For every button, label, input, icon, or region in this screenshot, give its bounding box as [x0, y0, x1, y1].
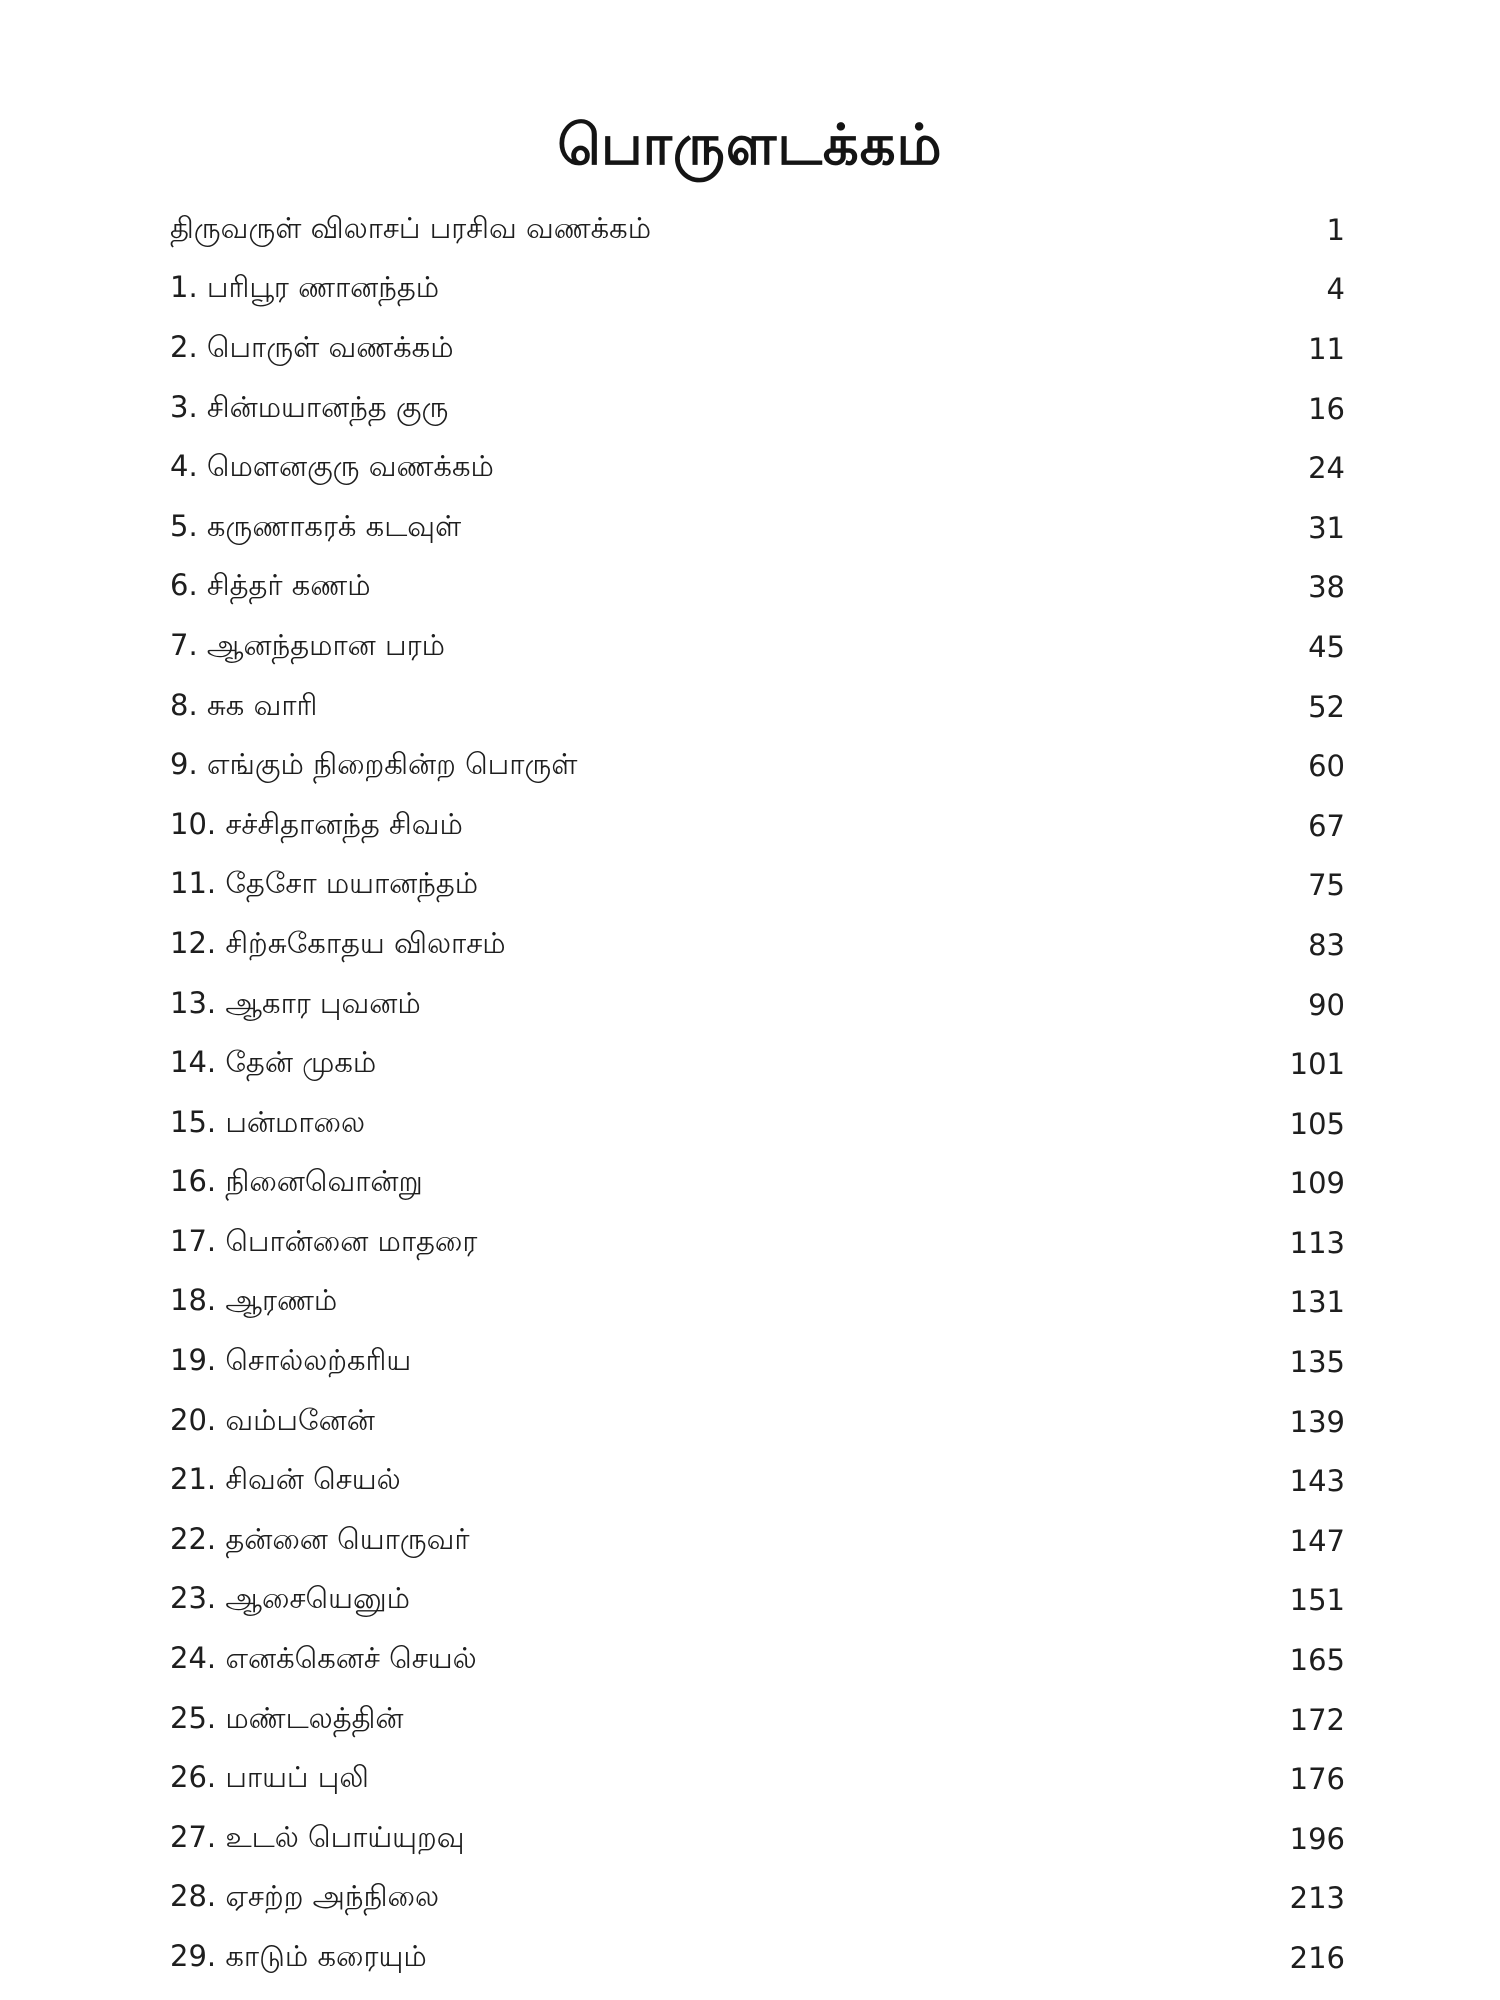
toc-entry-page-number: 216 [1289, 1941, 1345, 1976]
toc-entry [170, 915, 1345, 975]
toc-entry-title: 28. ஏசற்ற அந்நிலை [170, 1879, 440, 1914]
toc-entry-title: 1. பரிபூர ணானந்தம் [170, 270, 440, 305]
toc-entry-title: 24. எனக்கெனச் செயல் [170, 1641, 477, 1676]
toc-entry-title: 4. மௌனகுரு வணக்கம் [170, 449, 494, 484]
toc-entry-title: 20. வம்பனேன் [170, 1402, 375, 1437]
toc-entry-page-number: 52 [1308, 689, 1345, 724]
toc-entry-title: 5. கருணாகரக் கடவுள் [170, 508, 462, 543]
toc-entry-page-number: 60 [1308, 749, 1345, 784]
toc-entry-page-number: 24 [1308, 451, 1345, 486]
toc-entry-page-number: 90 [1308, 987, 1345, 1022]
toc-entry-page-number: 38 [1308, 570, 1345, 605]
table-of-contents [170, 200, 1345, 1988]
toc-entry-title: 6. சித்தர் கணம் [170, 568, 371, 603]
toc-entry [170, 1332, 1345, 1392]
toc-entry-page-number: 172 [1289, 1702, 1345, 1737]
toc-entry-page-number: 176 [1289, 1762, 1345, 1797]
toc-entry-page-number: 147 [1289, 1523, 1345, 1558]
toc-entry-title: 19. சொல்லற்கரிய [170, 1343, 412, 1378]
toc-entry-title: 7. ஆனந்தமான பரம் [170, 627, 445, 662]
toc-entry-page-number: 11 [1308, 331, 1345, 366]
toc-entry-title: 3. சின்மயானந்த குரு [170, 389, 449, 424]
toc-entry-page-number: 213 [1289, 1881, 1345, 1916]
toc-entry-page-number: 1 [1326, 212, 1345, 247]
toc-entry [170, 796, 1345, 856]
toc-entry-title: 21. சிவன் செயல் [170, 1462, 401, 1497]
toc-entry-title: 10. சச்சிதானந்த சிவம் [170, 806, 463, 841]
toc-entry [170, 1154, 1345, 1214]
toc-entry-title: 2. பொருள் வணக்கம் [170, 329, 454, 364]
toc-entry-page-number: 151 [1289, 1583, 1345, 1618]
toc-entry [170, 1392, 1345, 1452]
toc-entry-title: 29. காடும் கரையும் [170, 1939, 427, 1974]
toc-entry-title: 27. உடல் பொய்யுறவு [170, 1819, 465, 1854]
toc-entry-title: 15. பன்மாலை [170, 1104, 366, 1139]
toc-entry-title: திருவருள் விலாசப் பரசிவ வணக்கம் [170, 210, 652, 245]
toc-entry [170, 736, 1345, 796]
toc-entry [170, 558, 1345, 618]
toc-entry-page-number: 131 [1289, 1285, 1345, 1320]
toc-entry-page-number: 4 [1326, 272, 1345, 307]
toc-entry [170, 617, 1345, 677]
toc-entry [170, 1749, 1345, 1809]
toc-entry [170, 1928, 1345, 1988]
toc-entry-page-number: 139 [1289, 1404, 1345, 1439]
toc-entry-title: 26. பாயப் புலி [170, 1760, 369, 1795]
toc-entry [170, 1511, 1345, 1571]
toc-entry [170, 1451, 1345, 1511]
toc-entry [170, 260, 1345, 320]
toc-entry-title: 11. தேசோ மயானந்தம் [170, 866, 479, 901]
toc-entry-title: 16. நினைவொன்று [170, 1164, 423, 1199]
toc-entry-page-number: 45 [1308, 629, 1345, 664]
toc-entry-page-number: 75 [1308, 868, 1345, 903]
toc-entry-title: 9. எங்கும் நிறைகின்ற பொருள் [170, 747, 578, 782]
toc-entry [170, 200, 1345, 260]
toc-entry-page-number: 67 [1308, 808, 1345, 843]
toc-entry [170, 1630, 1345, 1690]
toc-entry-title: 12. சிற்சுகோதய விலாசம் [170, 925, 506, 960]
toc-entry-page-number: 143 [1289, 1464, 1345, 1499]
toc-entry [170, 1869, 1345, 1929]
toc-entry-title: 18. ஆரணம் [170, 1283, 338, 1318]
toc-entry-page-number: 113 [1289, 1225, 1345, 1260]
toc-entry [170, 1690, 1345, 1750]
toc-entry [170, 677, 1345, 737]
toc-entry-page-number: 135 [1289, 1345, 1345, 1380]
toc-entry [170, 1034, 1345, 1094]
toc-entry-title: 13. ஆகார புவனம் [170, 985, 421, 1020]
toc-entry-page-number: 165 [1289, 1643, 1345, 1678]
toc-entry-page-number: 105 [1289, 1106, 1345, 1141]
toc-entry [170, 1571, 1345, 1631]
toc-entry-page-number: 109 [1289, 1166, 1345, 1201]
toc-entry-title: 23. ஆசையெனும் [170, 1581, 410, 1616]
toc-entry [170, 438, 1345, 498]
toc-entry [170, 1809, 1345, 1869]
toc-entry [170, 379, 1345, 439]
toc-entry [170, 1273, 1345, 1333]
toc-entry [170, 1094, 1345, 1154]
toc-entry [170, 1213, 1345, 1273]
toc-entry-page-number: 83 [1308, 927, 1345, 962]
toc-entry-page-number: 16 [1308, 391, 1345, 426]
toc-entry-title: 17. பொன்னை மாதரை [170, 1223, 478, 1258]
toc-entry [170, 856, 1345, 916]
toc-entry [170, 498, 1345, 558]
toc-entry-page-number: 101 [1289, 1047, 1345, 1082]
toc-entry [170, 975, 1345, 1035]
toc-entry-page-number: 196 [1289, 1821, 1345, 1856]
toc-entry-title: 25. மண்டலத்தின் [170, 1700, 404, 1735]
toc-entry-title: 8. சுக வாரி [170, 687, 318, 722]
toc-entry-page-number: 31 [1308, 510, 1345, 545]
toc-entry-title: 14. தேன் முகம் [170, 1045, 377, 1080]
toc-entry [170, 319, 1345, 379]
toc-entry-title: 22. தன்னை யொருவர் [170, 1521, 470, 1556]
page-title: பொருளடக்கம் [557, 112, 943, 178]
